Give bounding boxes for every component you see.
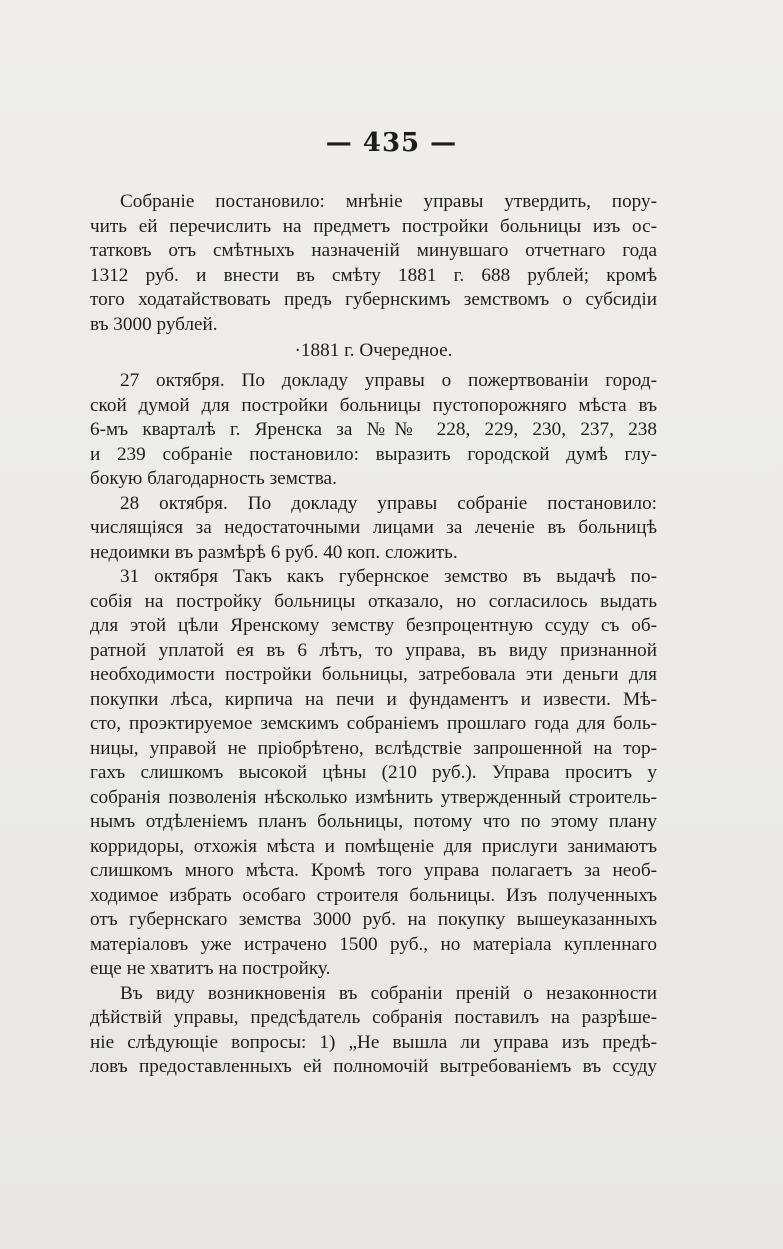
text-line: числящіяся за недостаточными лицами за леченіе въ больницѣ bbox=[90, 517, 657, 538]
text-line: собія на постройку больницы отказало, но согласилось выдать bbox=[90, 590, 657, 612]
paragraph-october-27 bbox=[90, 369, 657, 492]
text-line: гахъ слишкомъ высокой цѣны (210 руб.). Управа проситъ у bbox=[90, 762, 657, 783]
text-line: необходимости постройки больницы, затребовала эти деньги для bbox=[90, 664, 657, 685]
text-line: и 239 собраніе постановило: выразить городской думѣ глу- bbox=[90, 443, 657, 465]
text-line: отъ губернскаго земства 3000 руб. на покупку вышеуказанныхъ bbox=[90, 909, 657, 930]
text-line: 1312 руб. и внести въ смѣту 1881 г. 688 рублей; кромѣ bbox=[90, 264, 657, 286]
text-line: чить ей перечислить на предметъ постройки больницы изъ ос- bbox=[90, 215, 657, 237]
text-line: ратной уплатой ея въ 6 лѣтъ, то управа, въ виду признанной bbox=[90, 639, 657, 661]
paragraph-october-31 bbox=[90, 565, 657, 982]
text-line: слишкомъ много мѣста. Кромѣ того управа полагаетъ за необ- bbox=[90, 860, 657, 881]
text-line: въ 3000 рублей. bbox=[90, 313, 218, 335]
paragraph-resolution-1880 bbox=[90, 190, 657, 337]
paragraph-october-28 bbox=[90, 492, 657, 566]
text-line: недоимки въ размѣрѣ 6 руб. 40 коп. сложить. bbox=[90, 541, 458, 563]
text-line: еще не хватитъ на постройку. bbox=[90, 958, 331, 979]
text-line: 27 октября. По докладу управы о пожертвованіи город- bbox=[120, 370, 657, 391]
text-line: татковъ отъ смѣтныхъ назначеній минувшаго отчетнаго года bbox=[90, 240, 657, 261]
text-line: 6-мъ кварталѣ г. Яренска за №№ 228, 229, 230, 237, 238 bbox=[90, 419, 657, 440]
text-line: Въ виду возникновенія въ собраніи преній о незаконности bbox=[120, 982, 657, 1004]
text-line: матеріаловъ уже истрачено 1500 руб., но матеріала купленнаго bbox=[90, 933, 657, 955]
text-line: 28 октября. По докладу управы собраніе постановило: bbox=[120, 492, 657, 514]
text-line: ніе слѣдующіе вопросы: 1) „Не вышла ли управа изъ предѣ- bbox=[90, 1031, 657, 1053]
text-line: корридоры, отхожія мѣста и помѣщеніе для прислуги занимаютъ bbox=[90, 835, 657, 857]
text-line: дѣйствій управы, предсѣдатель собранія поставилъ на разрѣше- bbox=[90, 1007, 657, 1028]
text-line: для этой цѣли Яренскому земству безпроцентную ссуду съ об- bbox=[90, 615, 657, 636]
page-number: — 435 — bbox=[325, 128, 458, 158]
text-line: ловъ предоставленныхъ ей полномочій вытребованіемъ въ ссуду bbox=[90, 1056, 657, 1077]
text-line: ской думой для постройки больницы пустопорожняго мѣста въ bbox=[90, 394, 657, 416]
text-line: ницы, управой не пріобрѣтено, вслѣдствіе запрошенной на тор- bbox=[90, 737, 657, 759]
paragraph-questions bbox=[90, 982, 657, 1080]
section-heading: ·1881 г. Очередное. bbox=[294, 340, 453, 361]
body-text bbox=[90, 190, 657, 1080]
text-line: собранія позволенія нѣсколько измѣнить утвержденный строитель- bbox=[90, 786, 657, 808]
text-line: сто, проэктируемое земскимъ собраніемъ прошлаго года для боль- bbox=[90, 713, 657, 734]
text-line: нымъ отдѣленіемъ планъ больницы, потому что по этому плану bbox=[90, 811, 657, 832]
text-line: покупки лѣса, кирпича на печи и фундаментъ и извести. Мѣ- bbox=[90, 688, 657, 710]
text-line: ходимое избрать особаго строителя больницы. Изъ полученныхъ bbox=[90, 884, 657, 906]
text-line: того ходатайствовать предъ губернскимъ земствомъ о субсидіи bbox=[90, 289, 657, 310]
text-line: бокую благодарность земства. bbox=[90, 468, 337, 489]
text-line: Собраніе постановило: мнѣніе управы утвердить, пору- bbox=[120, 191, 657, 212]
text-line: 31 октября Такъ какъ губернское земство въ выдачѣ по- bbox=[120, 566, 657, 587]
